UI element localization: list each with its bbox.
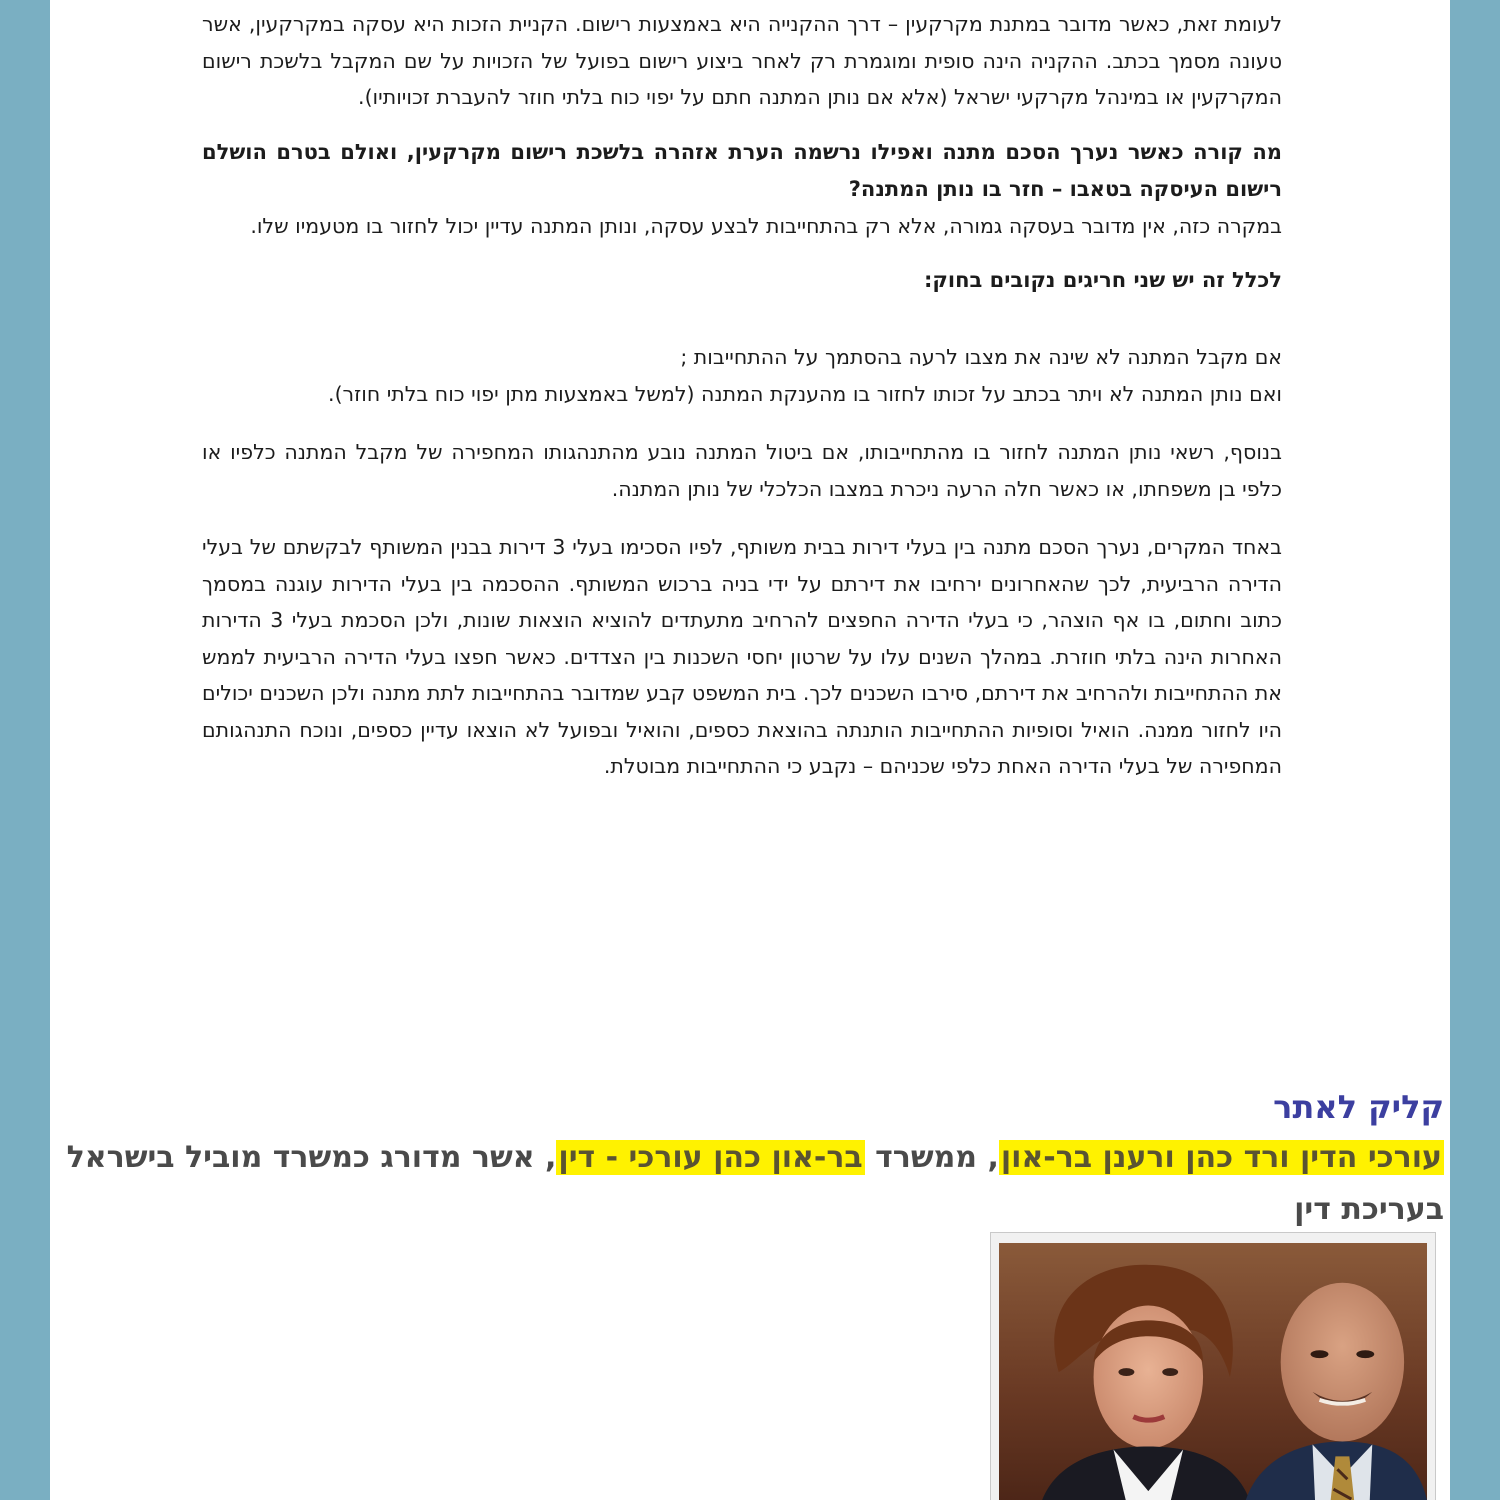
document-page bbox=[50, 0, 1450, 1500]
site-link[interactable]: קליק לאתר bbox=[1273, 1088, 1444, 1126]
lawyers-photo-image bbox=[999, 1243, 1427, 1500]
exception-item-2: ואם נותן המתנה לא ויתר בכתב על זכותו לחזור בו מהענקת המתנה (למשל באמצעות מתן יפוי כוח בלתי חוזר). bbox=[328, 381, 1282, 406]
question-heading: מה קורה כאשר נערך הסכם מתנה ואפילו נרשמה הערת אזהרה בלשכת רישום מקרקעין, ואולם בטרם הושלם רישום העיסקה בטאבו – חזר בו נותן המתנה? bbox=[202, 139, 1282, 201]
article-body bbox=[202, 6, 1282, 785]
ranking-text: , אשר מדורג כמשרד מוביל בישראל בעריכת דין bbox=[66, 1140, 1444, 1227]
paragraph-land-gift: לעומת זאת, כאשר מדובר במתנת מקרקעין – דרך ההקנייה היא באמצעות רישום. הקניית הזכות היא עסקה במקרקעין, אשר טעונה מסמך בכתב. ההקניה הינה סופית ומוגמרת רק לאחר ביצוע רישום בפועל של הזכויות על שם המקבל בלשכת רישום המקרקעין או במינהל מקרקעי ישראל (אלא אם נותן המתנה חתם על יפוי כוח בלתי חוזר להעברת זכויותיו). bbox=[202, 12, 1282, 109]
paragraph-additional-revocation: בנוסף, רשאי נותן המתנה לחזור בו מהתחייבותו, אם ביטול המתנה נובע מהתנהגותו המחפירה של מקבל המתנה כלפיו או כלפי בן משפחתו, או כאשר חלה הרעה ניכרת במצבו הכלכלי של נותן המתנה. bbox=[202, 440, 1282, 501]
exception-item-1: אם מקבל המתנה לא שינה את מצבו לרעה בהסתמך על ההתחייבות ; bbox=[680, 345, 1282, 369]
paragraph-answer: במקרה כזה, אין מדובר בעסקה גמורה, אלא רק בהתחייבות לבצע עסקה, ונותן המתנה עדיין יכול לחזור בו מטעמיו שלו. bbox=[250, 213, 1282, 238]
office-name-highlight: בר-און כהן עורכי - דין bbox=[558, 1140, 863, 1175]
lawyers-names-highlight: עורכי הדין ורד כהן ורענן בר-און bbox=[1000, 1140, 1442, 1175]
lawyers-photo bbox=[990, 1232, 1436, 1500]
promo-section bbox=[54, 1082, 1444, 1236]
exceptions-heading: לכלל זה יש שני חריגים נקובים בחוק: bbox=[924, 268, 1282, 292]
from-office-text: , ממשרד bbox=[864, 1140, 999, 1175]
paragraph-court-case: באחד המקרים, נערך הסכם מתנה בין בעלי דירות בבית משותף, לפיו הסכימו בעלי 3 דירות בבנין המשותף לבקשתם של בעלי הדירה הרביעית, לכך שהאחרונים ירחיבו את דירתם על ידי בניה ברכוש המשותף. ההסכמה בין בעלי הדירות עוגנה במסמך כתוב וחתום, בו אף הוצהר, כי בעלי הדירה החפצים להרחיב מתעתדים להוציא הוצאות שונות, ולכן הסכמת בעלי 3 הדירות האחרות הינה בלתי חוזרת. במהלך השנים עלו על שרטון יחסי השכנות בין הצדדים. כאשר חפצו בעלי הדירה הרביעית לממש את ההתחייבות ולהרחיב את דירתם, סירבו השכנים לכך. בית המשפט קבע שמדובר בהתחייבות לתת מתנה ולכן השכנים יכולים היו לחזור ממנה. הואיל וסופיות ההתחייבות הותנתה בהוצאת כספים, והואיל ובפועל לא הוצאו עדיין כספים, ונוכח התנהגותם המחפירה של בעלי הדירה האחת כלפי שכניהם – נקבע כי ההתחייבות מבוטלת. bbox=[202, 535, 1282, 778]
promo-text bbox=[54, 1132, 1444, 1236]
